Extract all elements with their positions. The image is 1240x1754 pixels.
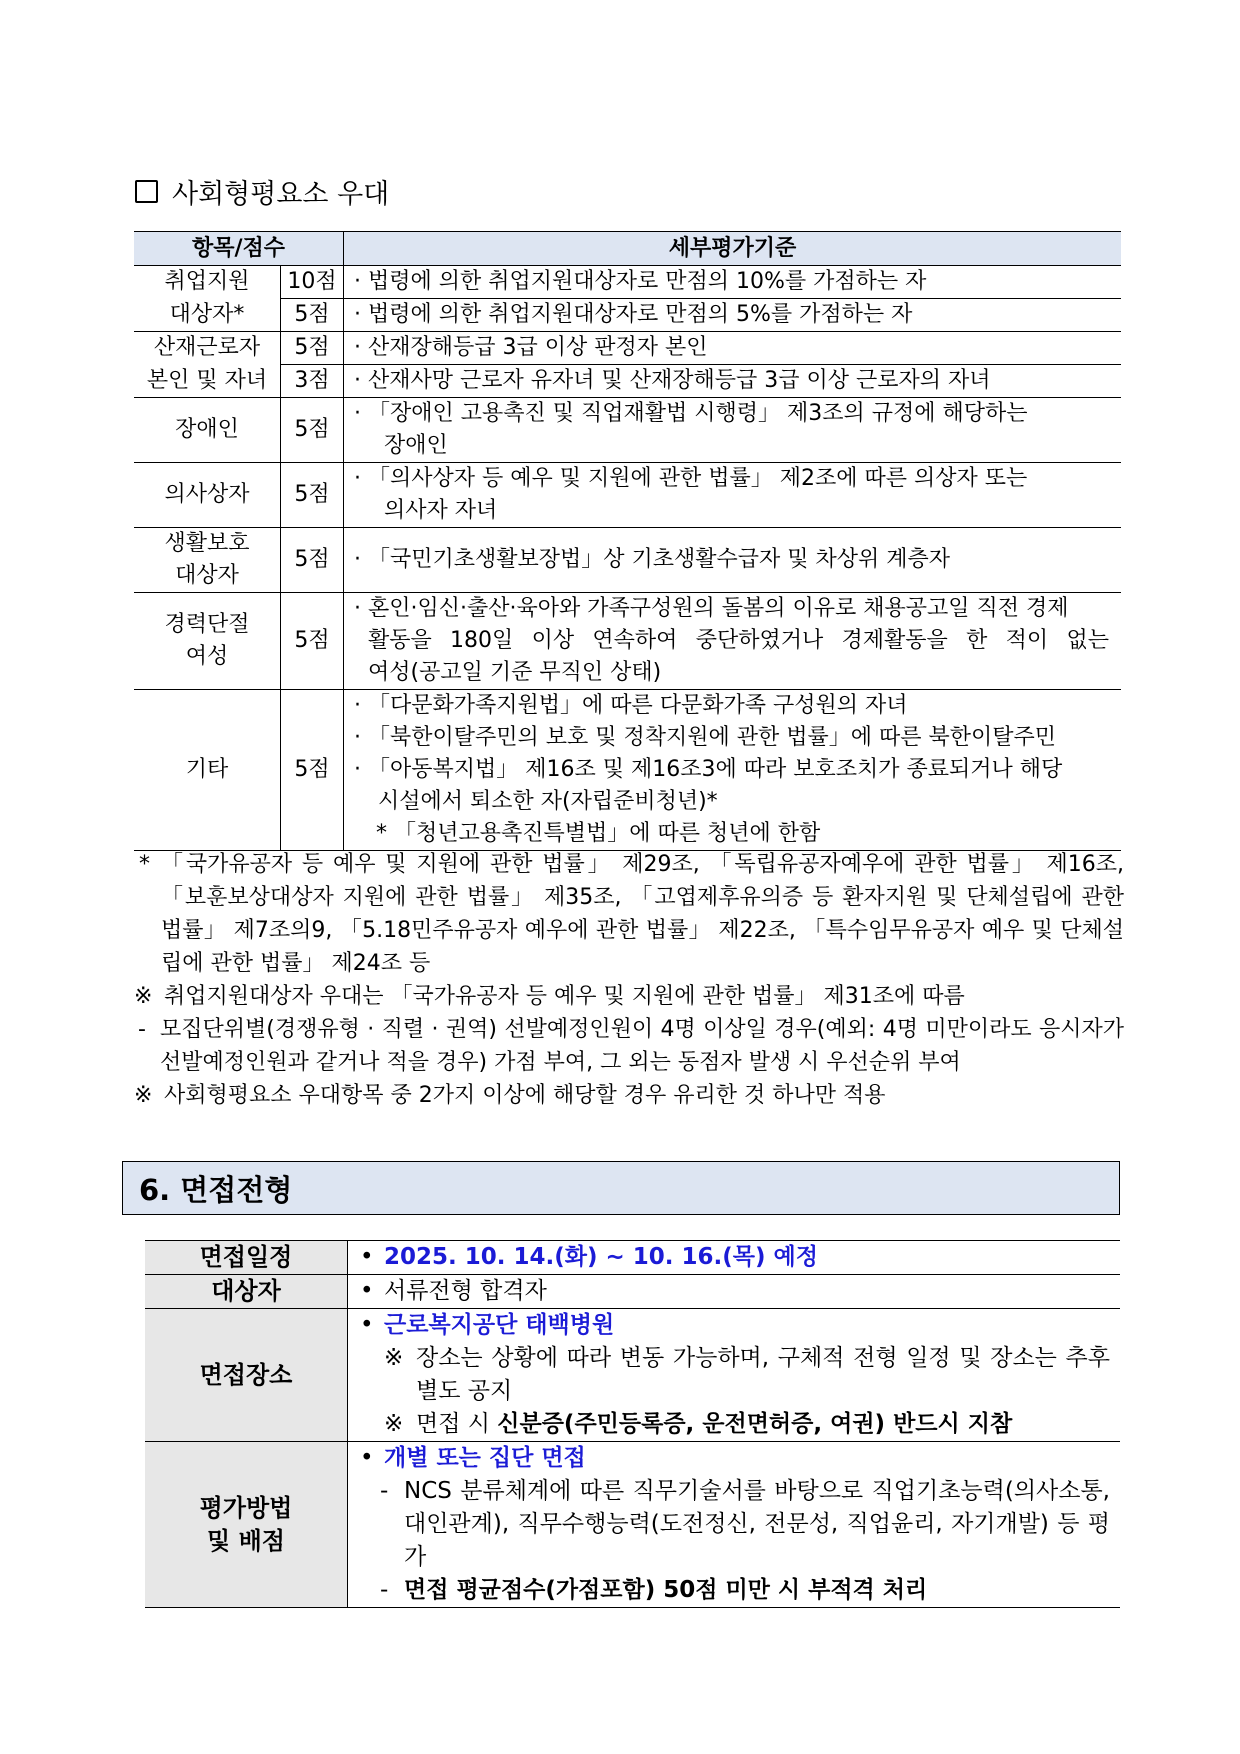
criteria-cell: · 법령에 의한 취업지원대상자로 만점의 10%를 가점하는 자 (344, 266, 1122, 299)
table-row (134, 690, 1121, 851)
row-value: • 서류전형 합격자 (348, 1275, 1121, 1309)
category-cell: 본인 및 자녀 (134, 365, 281, 398)
points-cell: 5점 (281, 332, 344, 365)
points-cell: 5점 (281, 398, 344, 463)
section-title-social-equity (135, 172, 389, 211)
row-label: 평가방법 및 배점 (145, 1442, 348, 1608)
social-equity-table (134, 231, 1121, 851)
criteria-cell: · 혼인·임신·출산·육아와 가족구성원의 돌봄의 이유로 채용공고일 직전 경제 활동을 180일 이상 연속하여 중단하였거나 경제활동을 한 적이 없는 여성(공고일 기준 무직인 상태) (344, 593, 1122, 690)
criteria-cell: · 「국민기초생활보장법」상 기초생활수급자 및 차상위 계층자 (344, 528, 1122, 593)
row-value: • 2025. 10. 14.(화) ~ 10. 16.(목) 예정 (348, 1241, 1121, 1275)
criteria-cell: · 「장애인 고용촉진 및 직업재활법 시행령」 제3조의 규정에 해당하는 장애인 (344, 398, 1122, 463)
category-cell: 취업지원 (134, 266, 281, 299)
row-label: 대상자 (145, 1275, 348, 1309)
table-row (134, 593, 1121, 690)
points-cell: 3점 (281, 365, 344, 398)
table-row (134, 332, 1121, 365)
criteria-cell: · 「의사상자 등 예우 및 지원에 관한 법률」 제2조에 따른 의상자 또는 의사자 자녀 (344, 463, 1122, 528)
row-label: 면접장소 (145, 1309, 348, 1442)
interview-table (145, 1240, 1120, 1608)
category-cell: 산재근로자 (134, 332, 281, 365)
table-row (134, 398, 1121, 463)
table-row (134, 528, 1121, 593)
header-category: 항목/점수 (134, 232, 344, 266)
points-cell: 10점 (281, 266, 344, 299)
category-cell: 생활보호 대상자 (134, 528, 281, 593)
note-item: ※ 취업지원대상자 우대는 「국가유공자 등 예우 및 지원에 관한 법률」 제31조에 따름 (134, 984, 965, 1009)
table-row (145, 1241, 1120, 1275)
criteria-cell: · 산재장해등급 3급 이상 판정자 본인 (344, 332, 1122, 365)
points-cell: 5점 (281, 299, 344, 332)
header-criteria: 세부평가기준 (344, 232, 1122, 266)
points-cell: 5점 (281, 690, 344, 851)
table-row (134, 463, 1121, 528)
table-row (145, 1442, 1120, 1608)
note-item: ※ 사회형평요소 우대항목 중 2가지 이상에 해당할 경우 유리한 것 하나만 적용 (134, 1083, 886, 1108)
table-row (145, 1309, 1120, 1442)
table-row (145, 1275, 1120, 1309)
table-row (134, 299, 1121, 332)
points-cell: 5점 (281, 593, 344, 690)
category-cell: 기타 (134, 690, 281, 851)
points-cell: 5점 (281, 528, 344, 593)
note-item: * 「국가유공자 등 예우 및 지원에 관한 법률」 제29조, 「독립유공자예우에 관한 법률」 제16조, 「보훈보상대상자 지원에 관한 법률」 제35조, 「고엽제후유의증 등 환자지원 및 단체설립에 관한 법률」 제7조의9, 「5.18민주유공자 예우에 관한 법률」 제22조, 「특수임무유공자 예우 및 단체설립에 관한 법률」 제24조 등 (139, 852, 1124, 976)
section-title-text: 사회형평요소 우대 (172, 179, 390, 210)
note-item: - 모집단위별(경쟁유형 · 직렬 · 권역) 선발예정인원이 4명 이상일 경우(예외: 4명 미만이라도 응시자가 선발예정인원과 같거나 적을 경우) 가점 부여, 그 외는 동점자 발생 시 우선순위 부여 (138, 1017, 1124, 1075)
category-cell: 의사상자 (134, 463, 281, 528)
category-cell: 대상자* (134, 299, 281, 332)
table-header-row (134, 232, 1121, 266)
row-label: 면접일정 (145, 1241, 348, 1275)
category-cell: 경력단절 여성 (134, 593, 281, 690)
points-cell: 5점 (281, 463, 344, 528)
checkbox-square-icon (135, 180, 158, 203)
section-title-interview: 6. 면접전형 (122, 1161, 1120, 1215)
row-value: • 개별 또는 집단 면접 - NCS 분류체계에 따른 직무기술서를 바탕으로 직업기초능력(의사소통, 대인관계), 직무수행능력(도전정신, 전문성, 직업윤리, 자기개발) 등 평가 - 면접 평균점수(가점포함) 50점 미만 시 부적격 처리 (348, 1442, 1121, 1608)
criteria-cell: · 법령에 의한 취업지원대상자로 만점의 5%를 가점하는 자 (344, 299, 1122, 332)
row-value: • 근로복지공단 태백병원 ※ 장소는 상황에 따라 변동 가능하며, 구체적 전형 일정 및 장소는 추후 별도 공지 ※ 면접 시 신분증(주민등록증, 운전면허증, 여권) 반드시 지참 (348, 1309, 1121, 1442)
criteria-cell: · 「다문화가족지원법」에 따른 다문화가족 구성원의 자녀 · 「북한이탈주민의 보호 및 정착지원에 관한 법률」에 따른 북한이탈주민 · 「아동복지법」 제16조 및 제16조3에 따라 보호조치가 종료되거나 해당 시설에서 퇴소한 자(자립준비청년)* * 「청년고용촉진특별법」에 따른 청년에 한함 (344, 690, 1122, 851)
criteria-cell: · 산재사망 근로자 유자녀 및 산재장해등급 3급 이상 근로자의 자녀 (344, 365, 1122, 398)
notes-block (134, 848, 1124, 1112)
category-cell: 장애인 (134, 398, 281, 463)
table-row (134, 266, 1121, 299)
table-row (134, 365, 1121, 398)
